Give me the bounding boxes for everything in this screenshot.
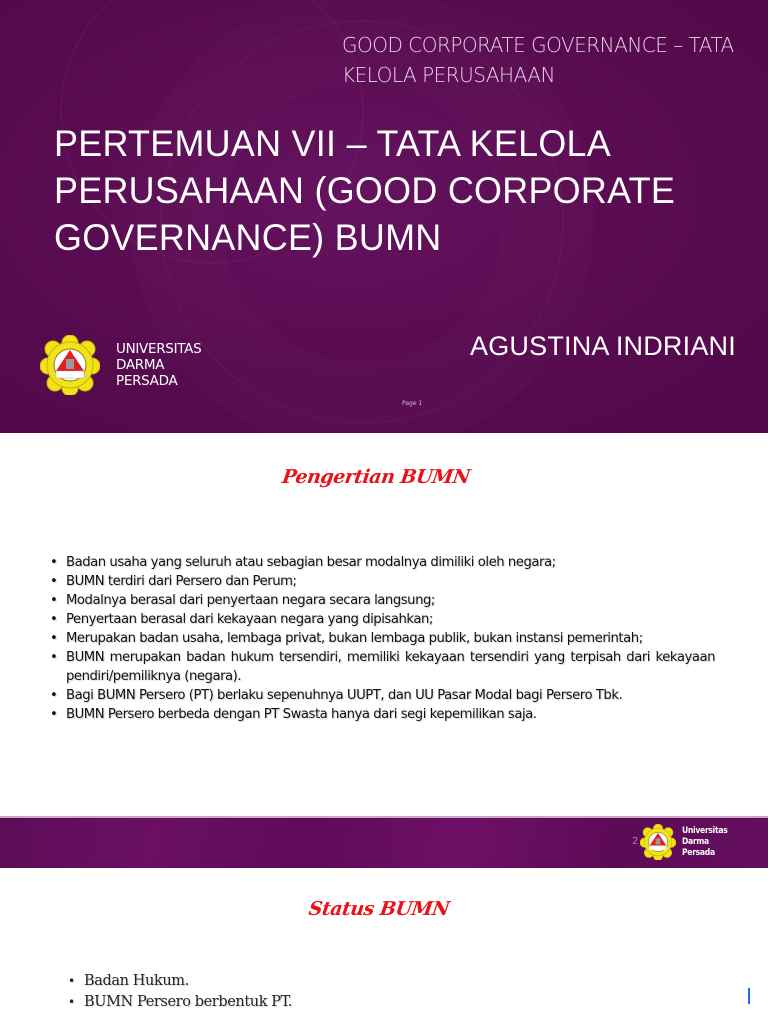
list-item: • Penyertaan berasal dari kekayaan negara yang dipisahkan; bbox=[48, 610, 715, 629]
logo-line: Persada bbox=[682, 847, 715, 858]
content-slide-status bbox=[0, 868, 768, 1024]
title-slide bbox=[0, 0, 768, 433]
logo-line: Darma bbox=[682, 836, 709, 847]
slide-subtitle: GOOD CORPORATE GOVERNANCE – TATA KELOLA PERUSAHAAN bbox=[342, 33, 734, 87]
page-number: 2 bbox=[632, 836, 639, 847]
list-item: • BUMN terdiri dari Persero dan Perum; bbox=[48, 572, 715, 591]
list-item: • BUMN Persero berbeda dengan PT Swasta hanya dari segi kepemilikan saja. bbox=[48, 705, 715, 724]
author-name: AGUSTINA INDRIANI bbox=[470, 331, 736, 361]
university-logo bbox=[40, 335, 201, 395]
logo-line: UNIVERSITAS bbox=[116, 341, 202, 357]
logo-line: DARMA bbox=[116, 357, 165, 373]
footer-university-name bbox=[682, 826, 727, 859]
slide-title: PERTEMUAN VII – TATA KELOLA PERUSAHAAN (GOOD CORPORATE GOVERNANCE) BUMN bbox=[54, 123, 676, 258]
list-item: • BUMN Persero berbentuk PT. bbox=[48, 992, 648, 1013]
logo-line: Universitas bbox=[682, 825, 728, 836]
footer-university-logo bbox=[640, 824, 727, 860]
slide-heading: Status BUMN bbox=[307, 898, 451, 920]
slide-footer-band bbox=[0, 816, 768, 868]
list-item: • Bagi BUMN Persero (PT) berlaku sepenuhnya UUPT, dan UU Pasar Modal bagi Persero Tbk. bbox=[48, 686, 715, 705]
list-item: • Modalnya berasal dari penyertaan negara secara langsung; bbox=[48, 591, 715, 610]
text-cursor bbox=[748, 988, 750, 1004]
list-item: • Badan usaha yang seluruh atau sebagian besar modalnya dimiliki oleh negara; bbox=[48, 553, 715, 572]
list-item: • BUMN merupakan badan hukum tersendiri, memiliki kekayaan tersendiri yang terpisah dari kekayaan pendiri/pemiliknya (negara). bbox=[48, 648, 715, 686]
university-emblem-icon bbox=[40, 335, 100, 395]
bullet-list bbox=[48, 553, 715, 724]
list-item: • Badan Hukum. bbox=[48, 971, 648, 992]
university-name bbox=[116, 341, 201, 389]
logo-line: PERSADA bbox=[116, 373, 178, 389]
page-label: Page 1 bbox=[402, 400, 423, 407]
list-item: • Merupakan badan usaha, lembaga privat, bukan lembaga publik, bukan instansi pemerintah; bbox=[48, 629, 715, 648]
content-slide-pengertian bbox=[0, 433, 768, 815]
slide-heading: Pengertian BUMN bbox=[280, 466, 472, 488]
bullet-list bbox=[48, 971, 648, 1013]
university-emblem-icon bbox=[640, 824, 676, 860]
